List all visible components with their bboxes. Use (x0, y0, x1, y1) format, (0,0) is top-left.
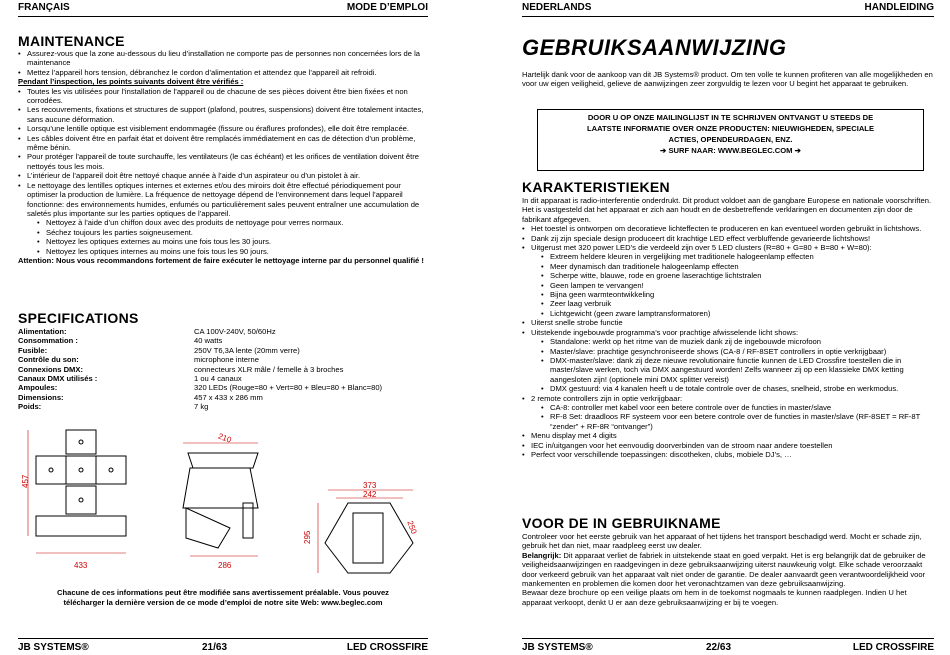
sub-list-item: • Nettoyez les optiques internes au moins une fois tous les 90 jours. (18, 247, 428, 256)
sub-list-item: • DMX-master/slave: dank zij deze nieuwe revolutionaire functie kunnen de LED Crossfire toestellen die in master/slave werken, toch via DMX aangestuurd worden! Zelfs wanneer zij op een klassieke DMX ketting aangesloten zijn! (optionele mini DMX splitter vereist) (522, 356, 934, 384)
download-note (18, 588, 428, 607)
sub-list-item: • Extreem heldere kleuren in vergelijking met traditionele halogeenlamp effecten (522, 252, 934, 261)
right-page (522, 0, 934, 654)
dimension-250: 250 (405, 519, 419, 536)
dimension-drawings (18, 428, 428, 583)
spec-key: Contrôle du son: (18, 355, 79, 365)
sub-list-item: • Geen lampen te vervangen! (522, 281, 934, 290)
spec-value: CA 100V-240V, 50/60Hz (194, 327, 276, 336)
spec-value: 250V T6,3A lente (20mm verre) (194, 345, 300, 355)
specifications-heading: SPECIFICATIONS (18, 310, 139, 326)
spec-row (18, 402, 428, 411)
header-title: HANDLEIDING (864, 2, 934, 13)
top-view-drawing (318, 490, 413, 573)
footer-page-number: 21/63 (202, 642, 228, 653)
dimension-210: 210 (216, 431, 233, 445)
spec-row (18, 336, 428, 345)
sub-list-item: • CA-8: controller met kabel voor een betere controle over de functies in master/slave (522, 403, 934, 412)
features-intro: In dit apparaat is radio-interferentie onderdrukt. Dit product voldoet aan de gangbare Europese en nationale voorschriften. Het is vastgesteld dat het apparaat er zich aan houdt en de desbetreffende verklaringen en documenten zijn door de fabrikant afgegeven. (522, 196, 932, 224)
list-item: • IEC in/uitgangen voor het eenvoudig doorverbinden van de stroom naar andere toestellen (522, 441, 934, 450)
footer-page-number: 22/63 (706, 642, 732, 653)
language-label: FRANÇAIS (18, 2, 70, 13)
spec-key: Alimentation: (18, 327, 67, 336)
dimension-242: 242 (363, 490, 377, 499)
spec-row (18, 393, 428, 402)
important-text: Dit apparaat verliet de fabriek in uitstekende staat en goed verpakt. Het is erg belangrijk dat de gebruiker de veiligheidsaanwijzingen en raadgevingen in deze gebruiksaanwijzing uiterst nauwkeurig volgt. Elke schade veroorzaakt door verkeerd gebruik van het apparaat valt niet onder de garantie. De dealer aanvaardt geen verantwoordelijkheid voor mankementen en problemen die komen door het veronachtzamen van deze gebruiksaanwijzing. (522, 550, 926, 589)
spec-value: 320 LEDs (Rouge=80 + Vert=80 + Bleu=80 + Blanc=80) (194, 383, 383, 393)
spec-key: Dimensions: (18, 392, 64, 402)
language-label: NEDERLANDS (522, 2, 592, 13)
dimension-433: 433 (74, 561, 88, 570)
footer-product: LED CROSSFIRE (346, 642, 428, 653)
spec-value: microphone interne (194, 355, 260, 365)
list-item: • Les recouvrements, fixations et structures de support (plafond, poutres, suspensions) doivent être totalement intactes, sans aucune déformation. (18, 105, 428, 124)
footer-brand: JB SYSTEMS® (522, 642, 593, 653)
intro-text: Hartelijk dank voor de aankoop van dit JB Systems® product. Om ten volle te kunnen profiteren van alle mogelijkheden en voor uw eigen veiligheid, gelieve de aanwijzingen zeer zorgvuldig te lezen voor U begint het apparaat te gebruiken. (522, 70, 933, 89)
list-item: • Pour protéger l’appareil de toute surchauffe, les ventilateurs (le cas échéant) et les orifices de ventilation doivent être nettoyés tous les mois. (18, 152, 428, 171)
dimension-295: 295 (303, 530, 312, 544)
list-item: • Assurez-vous que la zone au-dessous du lieu d’installation ne comporte pas de personnes non concernées lors de la maintenance (18, 49, 428, 68)
footer-brand: JB SYSTEMS® (18, 642, 89, 653)
header-title: MODE D’EMPLOI (346, 2, 428, 13)
important-label: Belangrijk: (522, 550, 562, 560)
sub-list-item: • Séchez toujours les parties soigneusement. (18, 228, 428, 237)
spec-key: Ampoules: (18, 383, 58, 393)
list-item: • Mettez l’appareil hors tension, débranchez le cordon d’alimentation et attendez que l’appareil ait refroidi. (18, 68, 428, 77)
main-title: GEBRUIKSAANWIJZING (522, 35, 787, 60)
list-item: • Het toestel is ontworpen om decoratieve lichteffecten te produceren en kan eventueel worden gebruikt in lichtshows. (522, 224, 934, 233)
spec-value: 1 ou 4 canaux (194, 373, 242, 383)
page-footer (18, 638, 428, 655)
spec-value: 457 x 433 x 286 mm (194, 392, 263, 402)
list-item: • Uitstekende ingebouwde programma’s voor prachtige afwisselende licht shows: (522, 328, 934, 337)
maintenance-heading: MAINTENANCE (18, 33, 125, 49)
spec-row (18, 374, 428, 383)
sub-list-item: • Meer dynamisch dan traditionele halogeenlamp effecten (522, 262, 934, 271)
spec-key: Canaux DMX utilisés : (18, 373, 98, 383)
attention-note: Attention: Nous vous recommandons fortement de faire exécuter le nettoyage interne par du personnel qualifié ! (18, 255, 424, 265)
sub-list-item: • Standalone: werkt op het ritme van de muziek dank zij de ingebouwde microfoon (522, 337, 934, 346)
box-line: LAATSTE INFORMATIE OVER ONZE PRODUCTEN: NIEUWIGHEDEN, SPECIALE (586, 124, 875, 133)
maintenance-text (18, 49, 428, 265)
dimension-373: 373 (363, 481, 377, 490)
note-line: télécharger la dernière version de ce mode d’emploi de notre site Web: www.beglec.com (63, 597, 383, 607)
sub-list-item: • Scherpe witte, blauwe, rode en groene laserachtige lichtstralen (522, 271, 934, 280)
list-item: • Perfect voor verschillende toepassingen: discotheken, clubs, mobiele DJ’s, … (522, 450, 934, 459)
sub-list-item: • Bijna geen warmteontwikkeling (522, 290, 934, 299)
spec-row (18, 327, 428, 336)
left-page (18, 0, 428, 654)
important-paragraph (522, 551, 934, 589)
footer-product: LED CROSSFIRE (852, 642, 934, 653)
spec-row (18, 355, 428, 364)
list-item: • Dank zij zijn speciale design produceert dit krachtige LED effect verbluffende gevarieerde lichtshows! (522, 234, 934, 243)
front-view-drawing (28, 430, 126, 553)
list-item: • Lorsqu’une lentille optique est visiblement endommagée (fissure ou éraflures profondes), elle doit être remplacée. (18, 124, 428, 133)
before-use-text (522, 532, 934, 607)
page-footer (522, 638, 934, 655)
list-item: • 2 remote controllers zijn in optie verkrijgbaar: (522, 394, 934, 403)
spec-value: 40 watts (194, 336, 223, 346)
dimension-457: 457 (21, 474, 30, 488)
list-item: • Uiterst snelle strobe functie (522, 318, 934, 327)
page-header (18, 0, 428, 17)
page-header (522, 0, 934, 17)
specifications-table (18, 327, 428, 412)
spec-key: Fusible: (18, 345, 48, 355)
spec-key: Connexions DMX: (18, 364, 83, 374)
list-item: • L’intérieur de l’appareil doit être nettoyé chaque année à l’aide d’un aspirateur ou d’un pistolet à air. (18, 171, 428, 180)
sub-list-item: • DMX gestuurd: via 4 kanalen heeft u de totale controle over de chases, snelheid, strobe en werkmodus. (522, 384, 934, 393)
note-line: Chacune de ces informations peut être modifiée sans avertissement préalable. Vous pouvez (57, 588, 389, 597)
side-view-drawing (183, 443, 258, 556)
inspection-heading: Pendant l’inspection, les points suivants doivent être vérifiés : (18, 77, 244, 87)
box-line: DOOR U OP ONZE MAILINGLIJST IN TE SCHRIJVEN ONTVANGT U STEEDS DE (587, 113, 874, 122)
before-use-heading: VOOR DE IN GEBRUIKNAME (522, 515, 721, 531)
dimension-286: 286 (218, 561, 232, 570)
mailing-list-box (537, 109, 924, 171)
storage-paragraph: Bewaar deze brochure op een veilige plaats om hem in de toekomst nogmaals te kunnen raadplegen. Indien U het apparaat verkoopt, denkt U er aan deze gebruiksaanwijzing er bij te voegen. (522, 588, 907, 607)
list-item: • Les câbles doivent être en parfait état et doivent être remplacés immédiatement en cas de détection d’un problème, même bénin. (18, 134, 428, 153)
sub-list-item: • Lichtgewicht (geen zware lamptransformatoren) (522, 309, 934, 318)
list-item: • Toutes les vis utilisées pour l’installation de l’appareil ou de chacune de ses pièces doivent être bien fixées et non corrodées. (18, 87, 428, 106)
spec-row (18, 346, 428, 355)
sub-list-item: • Nettoyez à l’aide d’un chiffon doux avec des produits de nettoyage pour verres normaux. (18, 218, 428, 227)
spec-row (18, 383, 428, 392)
features-text (522, 196, 934, 459)
sub-list-item: • Zeer laag verbruik (522, 299, 934, 308)
spec-value: connecteurs XLR mâle / femelle à 3 broches (194, 364, 344, 374)
spec-key: Poids: (18, 402, 42, 412)
sub-list-item: • Master/slave: prachtige gesynchroniseerde shows (CA-8 / RF-8SET controllers in optie verkrijgbaar) (522, 347, 934, 356)
website-link[interactable]: ➔ SURF NAAR: WWW.BEGLEC.COM ➔ (660, 146, 801, 155)
list-item: • Menu display met 4 digits (522, 431, 934, 440)
spec-row (18, 365, 428, 374)
box-line: ACTIES, OPENDEURDAGEN, ENZ. (668, 135, 793, 144)
sub-list-item: • RF-8 Set: draadloos RF systeem voor een betere controle over de functies in master/slave (RF-8SET = RF-8T “zender” + RF-8R “ontvanger”) (522, 412, 934, 431)
spec-key: Consommation : (18, 336, 78, 346)
list-item: • Le nettoyage des lentilles optiques internes et externes et/ou des miroirs doit être effectué périodiquement pour optimiser la production de lumière. La fréquence de nettoyage dépend de l’environnement dans lequel l’appareil fonctionne: des environnements humides, enfumés ou particulièrement sales peuvent entraîner une accumulation de saletés plus importante sur les parties optiques de l’appareil. (18, 181, 428, 219)
spec-value: 7 kg (194, 402, 209, 412)
features-heading: KARAKTERISTIEKEN (522, 179, 670, 195)
before-use-paragraph: Controleer voor het eerste gebruik van het apparaat of het tijdens het transport beschadigd werd. Mocht er schade zijn, gebruik het dan niet, maar raadpleeg eerst uw dealer. (522, 532, 922, 551)
sub-list-item: • Nettoyez les optiques externes au moins une fois tous les 30 jours. (18, 237, 428, 246)
list-item: • Uitgerust met 320 power LED’s die verdeeld zijn over 5 LED clusters (R=80 + G=80 + B=80 + W=80): (522, 243, 934, 252)
